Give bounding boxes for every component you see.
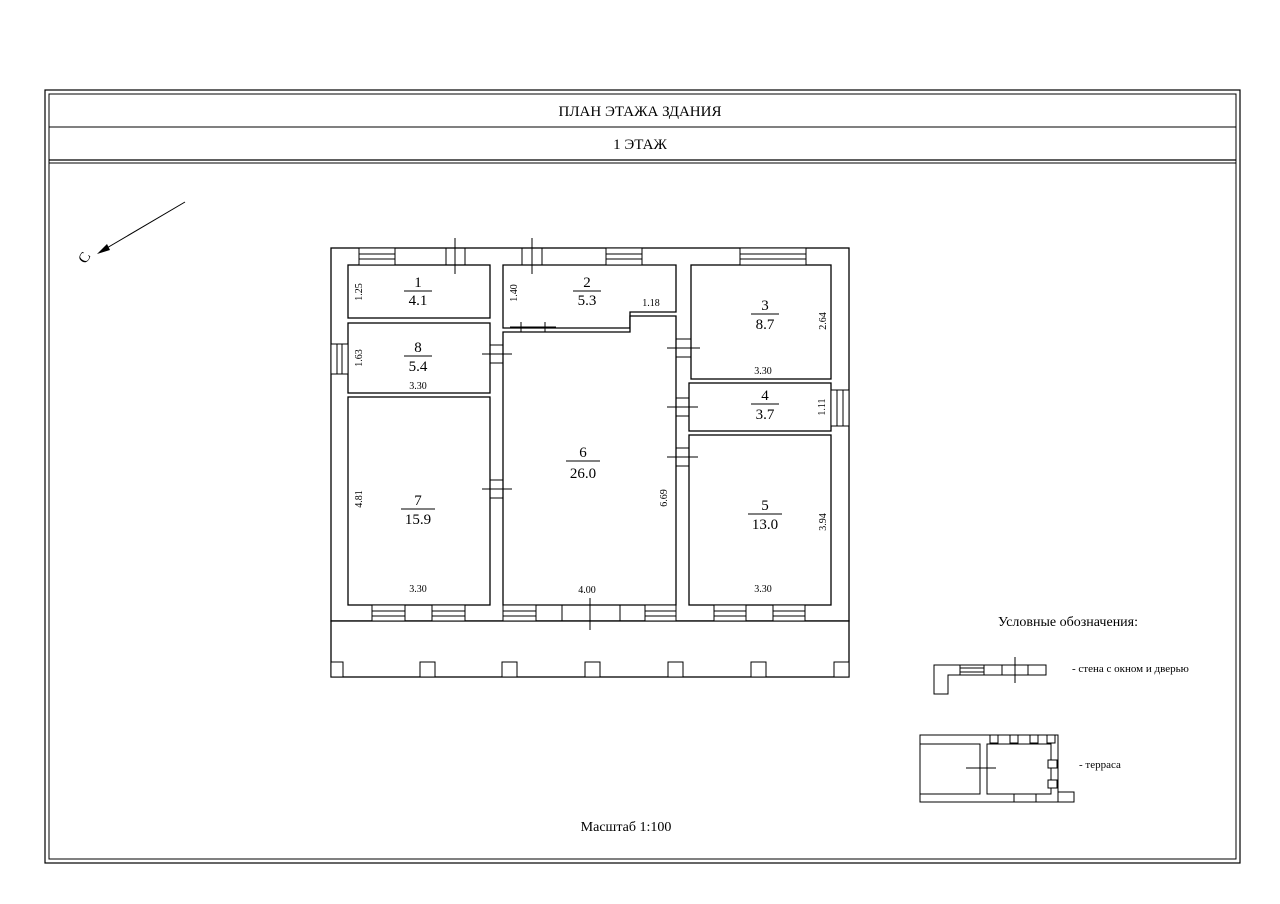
room-4-number: 4 <box>761 388 769 404</box>
dim-r3-width: 3.30 <box>754 366 772 377</box>
room-1-area: 4.1 <box>408 293 428 309</box>
room-6-area: 26.0 <box>569 466 597 482</box>
room-1-number: 1 <box>414 275 422 291</box>
window-top-1 <box>359 248 395 265</box>
window-right <box>831 390 849 426</box>
dim-r3-height: 2.64 <box>818 312 829 330</box>
legend-wall-label: - стена с окном и дверью <box>1072 663 1189 675</box>
north-label: С <box>75 249 95 267</box>
window-top-2 <box>606 248 642 265</box>
window-top-3 <box>740 248 806 265</box>
plan-title: ПЛАН ЭТАЖА ЗДАНИЯ <box>558 104 722 120</box>
legend-terrace-symbol <box>920 735 1074 802</box>
window-bottom-6 <box>773 605 805 621</box>
room-4-area: 3.7 <box>755 407 775 423</box>
dim-r1-height: 1.25 <box>354 283 365 301</box>
room-2-area: 5.3 <box>577 293 597 309</box>
room-7-number: 7 <box>414 493 422 509</box>
window-bottom-2 <box>432 605 465 621</box>
room-7-area: 15.9 <box>404 512 432 528</box>
legend-wall-symbol <box>934 657 1046 694</box>
dim-r2-width: 1.18 <box>642 298 660 309</box>
scale-label: Масштаб 1:100 <box>580 820 672 835</box>
dim-r2-height: 1.40 <box>509 284 520 302</box>
room-5-number: 5 <box>761 498 769 514</box>
room-3-number: 3 <box>761 298 769 314</box>
room-8-number: 8 <box>414 340 422 356</box>
window-left <box>331 344 348 374</box>
dim-r6-width: 4.00 <box>578 585 596 596</box>
room-2-number: 2 <box>583 275 591 291</box>
legend-terrace-label: - терраса <box>1079 759 1121 771</box>
room-3-area: 8.7 <box>755 317 775 333</box>
floor-title: 1 ЭТАЖ <box>613 137 667 153</box>
room-6-number: 6 <box>579 445 587 461</box>
window-bottom-4 <box>645 605 676 621</box>
room-8-area: 5.4 <box>408 359 428 375</box>
window-bottom-3 <box>503 605 536 621</box>
dim-r5-height: 3.94 <box>818 513 829 531</box>
dim-r7-width: 3.30 <box>409 584 427 595</box>
dim-r6-height: 6.69 <box>659 489 670 507</box>
window-bottom-1 <box>372 605 405 621</box>
dim-r5-width: 3.30 <box>754 584 772 595</box>
window-bottom-5 <box>714 605 746 621</box>
legend-title: Условные обозначения: <box>997 615 1139 630</box>
dim-r7-height: 4.81 <box>354 490 365 508</box>
dim-r4-height: 1.11 <box>817 398 828 416</box>
dim-r8-width: 3.30 <box>409 381 427 392</box>
dim-r8-height: 1.63 <box>354 349 365 367</box>
north-arrow-icon <box>97 202 185 254</box>
room-5-area: 13.0 <box>751 517 779 533</box>
